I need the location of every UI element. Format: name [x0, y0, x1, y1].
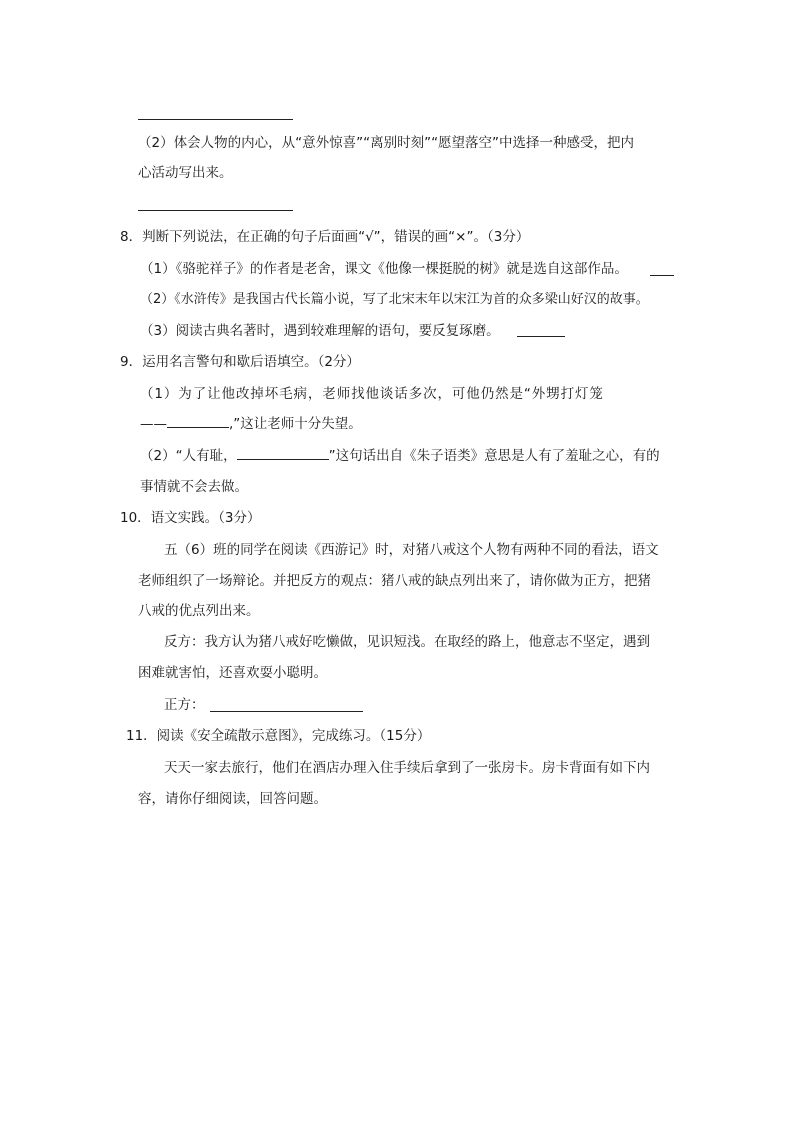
- q9-item2-head: （2）“人有耻，: [140, 448, 237, 464]
- q9-item1-tail: ,”这让老师十分失望。: [229, 416, 362, 432]
- q10-pro-label: 正方：: [164, 697, 205, 713]
- answer-line-q7-2[interactable]: [138, 210, 293, 211]
- q8-item2: （2）《水浒传》是我国古代长篇小说，写了北宋末年以宋江为首的众多梁山好汉的故事。: [140, 292, 649, 307]
- answer-line-q7-1[interactable]: [138, 119, 293, 120]
- q9-item1-dash: ——: [140, 416, 167, 432]
- answer-blank-q8-1[interactable]: [650, 275, 674, 276]
- answer-blank-q9-1[interactable]: [167, 415, 229, 428]
- q9-item1-line2: [140, 415, 362, 433]
- q10-para1-line2: 老师组织了一场辩论。并把反方的观点：猪八戒的缺点列出来了，请你做为正方，把猪: [138, 573, 651, 589]
- q10-title: 10．语文实践。（3分）: [120, 510, 261, 526]
- q9-item1-line1: （1）为了让他改掉坏毛病，老师找他谈话多次，可他仍然是“外甥打灯笼: [140, 386, 604, 402]
- q10-para1-line1: 五（6）班的同学在阅读《西游记》时，对猪八戒这个人物有两种不同的看法，语文: [164, 542, 659, 558]
- q11-para-line2: 容，请你仔细阅读，回答问题。: [138, 791, 327, 807]
- answer-blank-q8-3[interactable]: [517, 336, 565, 337]
- q10-para1-line3: 八戒的优点列出来。: [138, 603, 260, 619]
- q7-item2-line1: （2）体会人物的内心，从“意外惊喜”“离别时刻”“愿望落空”中选择一种感受，把内: [138, 135, 635, 151]
- q7-item2-line2: 心活动写出来。: [138, 165, 233, 181]
- q8-item3: （3）阅读古典名著时，遇到较难理解的语句，要反复琢磨。: [140, 323, 500, 339]
- q9-title: 9．运用名言警句和歇后语填空。（2分）: [120, 354, 360, 370]
- q8-item1: （1）《骆驼祥子》的作者是老舍，课文《他像一棵挺脱的树》就是选自这部作品。: [140, 261, 628, 277]
- q8-title: 8．判断下列说法，在正确的句子后面画“√”，错误的画“×”。（3分）: [120, 229, 530, 245]
- q10-con-line2: 困难就害怕，还喜欢耍小聪明。: [138, 665, 327, 681]
- q9-item2-line2: 事情就不会去做。: [140, 479, 248, 495]
- q10-con-line1: 反方：我方认为猪八戒好吃懒做，见识短浅。在取经的路上，他意志不坚定，遇到: [164, 634, 650, 650]
- q11-para-line1: 天天一家去旅行，他们在酒店办理入住手续后拿到了一张房卡。房卡背面有如下内: [164, 760, 650, 776]
- q11-title: 11．阅读《安全疏散示意图》，完成练习。（15分）: [126, 728, 431, 744]
- answer-blank-q9-2[interactable]: [237, 447, 329, 460]
- q9-item2-tail: ”这句话出自《朱子语类》意思是人有了羞耻之心，有的: [328, 448, 660, 464]
- answer-line-q10[interactable]: [210, 711, 363, 712]
- q9-item2-line1: [140, 447, 660, 465]
